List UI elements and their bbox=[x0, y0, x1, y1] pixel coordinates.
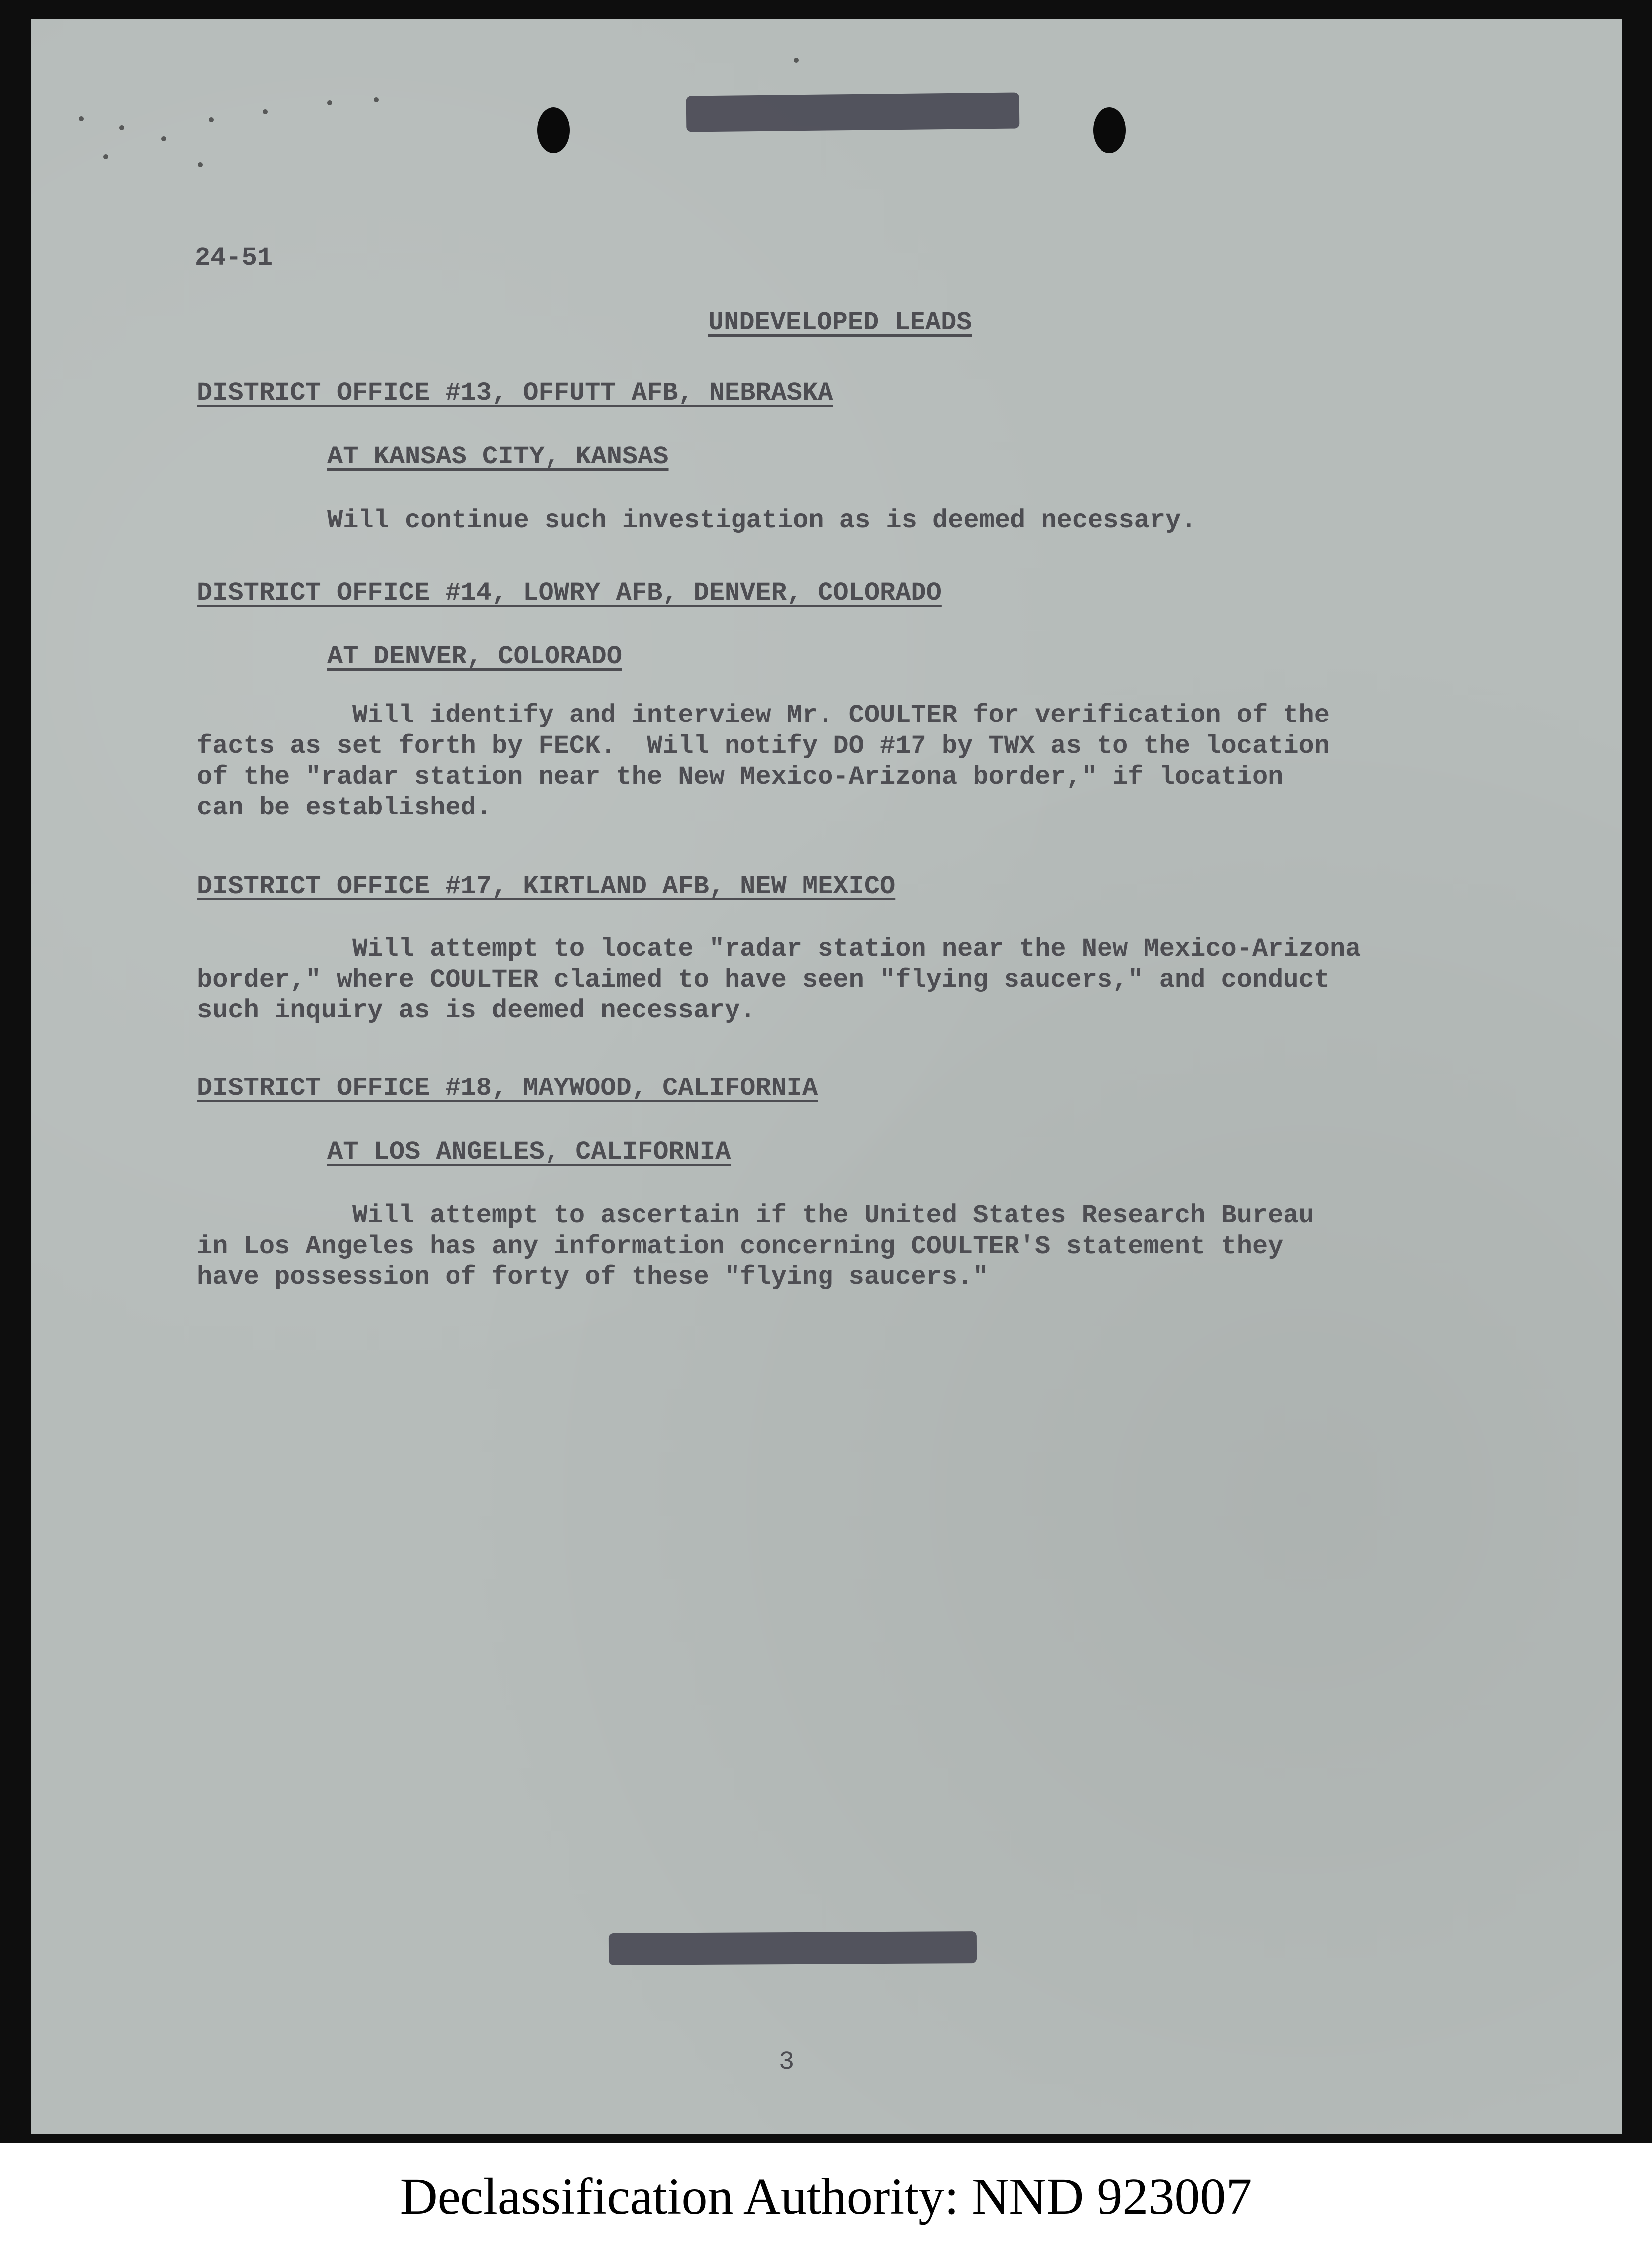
lead-text-13: Will continue such investigation as is deemed necessary. bbox=[327, 506, 1196, 535]
paper-speck bbox=[794, 58, 799, 63]
location-heading-denver: AT DENVER, COLORADO bbox=[327, 642, 622, 671]
document-number: 24-51 bbox=[195, 243, 273, 272]
location-heading-los-angeles: AT LOS ANGELES, CALIFORNIA bbox=[327, 1137, 731, 1167]
paper-speck bbox=[161, 136, 166, 141]
paper-speck bbox=[209, 117, 214, 122]
paper-speck bbox=[327, 100, 332, 105]
lead-text-17: Will attempt to locate "radar station near the New Mexico-Arizona border," where COULTER claimed to have seen "flying saucers," and conduct such inquiry as is deemed necessary. bbox=[197, 934, 1361, 1025]
paper-speck bbox=[198, 162, 203, 167]
section-title: UNDEVELOPED LEADS bbox=[708, 308, 972, 337]
redaction-bar-bottom bbox=[609, 1931, 977, 1965]
district-heading-14: DISTRICT OFFICE #14, LOWRY AFB, DENVER, COLORADO bbox=[197, 578, 942, 608]
redaction-bar-top bbox=[686, 92, 1020, 132]
district-heading-18: DISTRICT OFFICE #18, MAYWOOD, CALIFORNIA bbox=[197, 1074, 818, 1103]
paper-speck bbox=[374, 97, 379, 102]
punch-hole-right bbox=[1093, 107, 1126, 153]
lead-text-18: Will attempt to ascertain if the United States Research Bureau in Los Angeles has any information concerning COULTER'S statement they have possession of forty of these "flying saucers." bbox=[197, 1201, 1314, 1292]
paper-speck bbox=[119, 125, 124, 130]
paper-speck bbox=[79, 116, 84, 121]
district-heading-17: DISTRICT OFFICE #17, KIRTLAND AFB, NEW MEXICO bbox=[197, 872, 896, 901]
district-heading-13: DISTRICT OFFICE #13, OFFUTT AFB, NEBRASKA bbox=[197, 378, 833, 408]
lead-text-14: Will identify and interview Mr. COULTER for verification of the facts as set forth by FECK. Will notify DO #17 by TWX as to the location of the "radar station near the New Mexico-Arizona border," if location can be established. bbox=[197, 701, 1330, 822]
paper-speck bbox=[103, 154, 108, 159]
declassification-footer: Declassification Authority: NND 923007 bbox=[400, 2168, 1252, 2225]
punch-hole-left bbox=[537, 107, 570, 153]
paper-speck bbox=[263, 109, 268, 114]
location-heading-kansas-city: AT KANSAS CITY, KANSAS bbox=[327, 442, 669, 471]
page-number: 3 bbox=[779, 2047, 795, 2076]
